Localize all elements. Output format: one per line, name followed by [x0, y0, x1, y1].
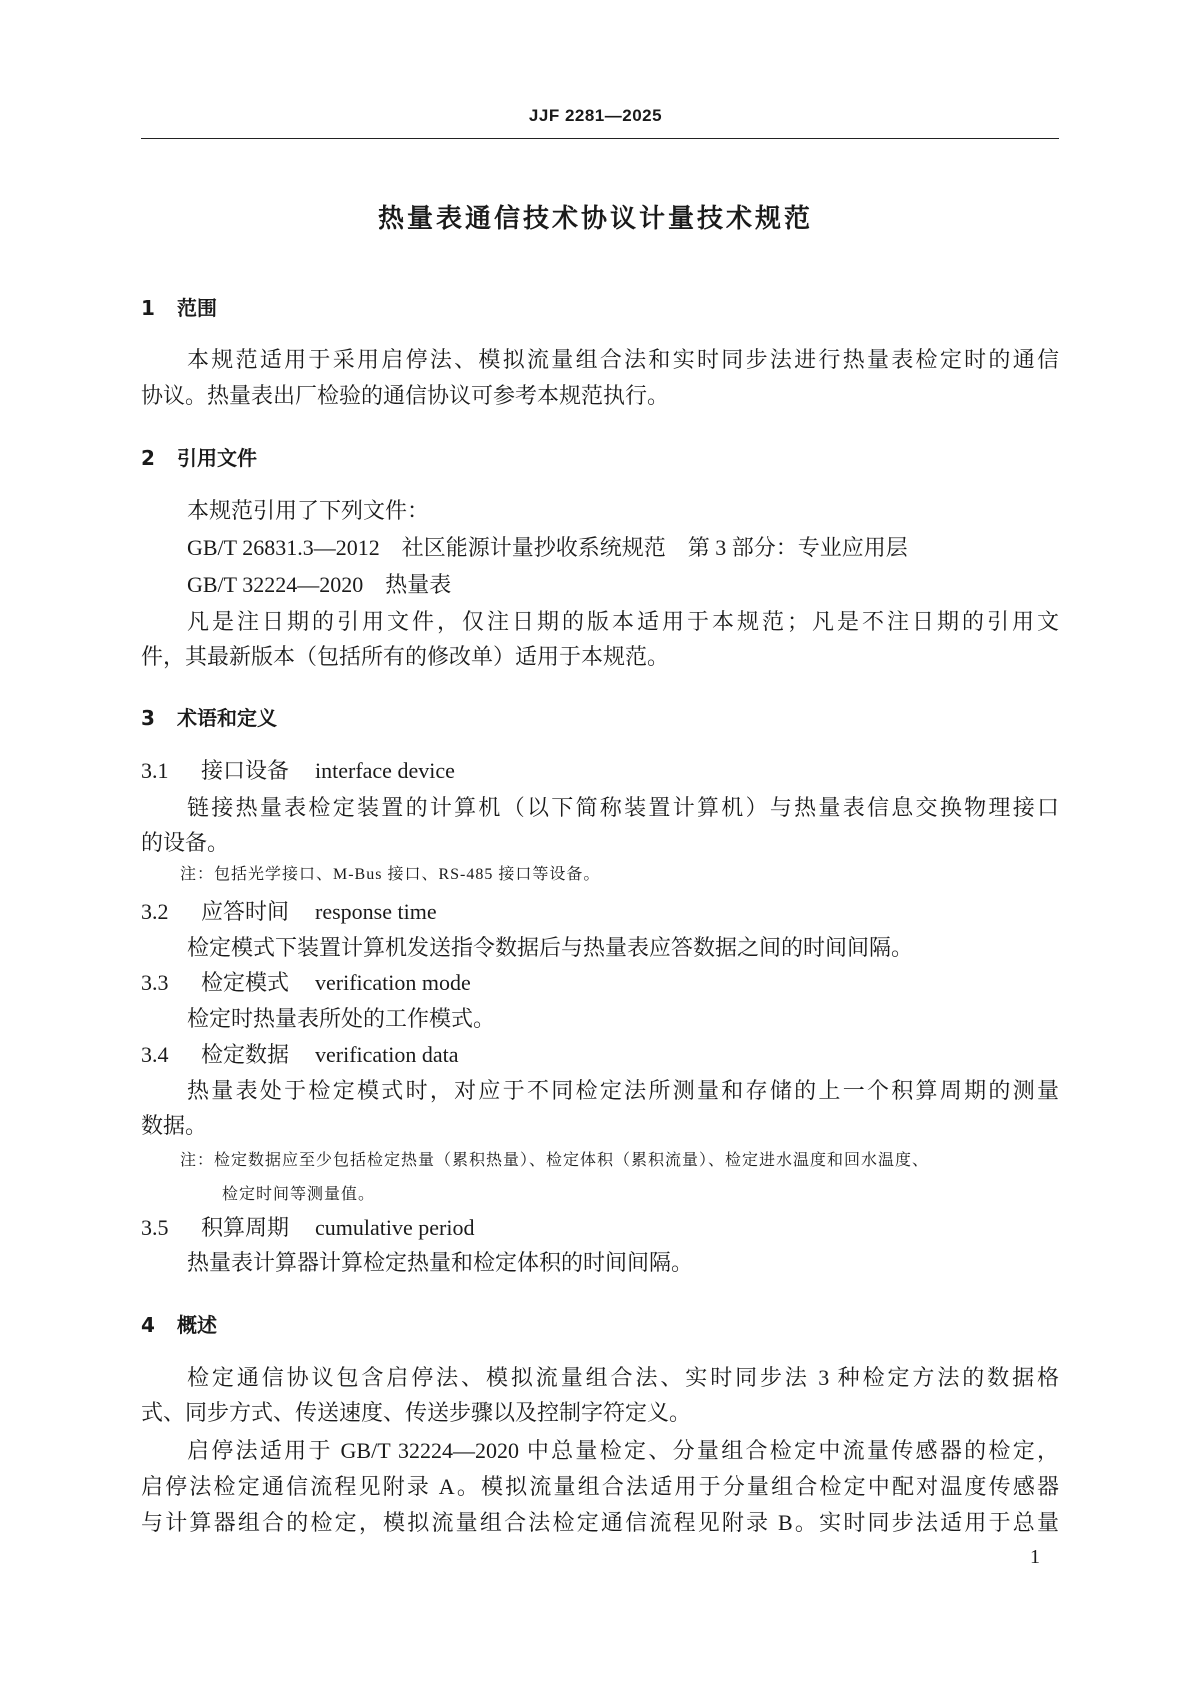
reference-item: GB/T 26831.3—2012 社区能源计量抄收系统规范 第 3 部分：专业应用层: [187, 535, 908, 560]
document-header: JJF 2281—2025: [528, 106, 663, 125]
term-3-5: 3.5 积算周期 cumulative period: [141, 1215, 475, 1240]
section-3-heading: 3 术语和定义: [141, 706, 277, 730]
paragraph-line: 凡是注日期的引用文件，仅注日期的版本适用于本规范；凡是不注日期的引用文: [187, 609, 1059, 634]
header-rule: [141, 138, 1059, 139]
reference-item: GB/T 32224—2020 热量表: [187, 572, 452, 597]
paragraph-line: 件，其最新版本（包括所有的修改单）适用于本规范。: [141, 644, 670, 669]
term-3-3: 3.3 检定模式 verification mode: [141, 970, 471, 995]
definition-line: 数据。: [141, 1113, 208, 1138]
term-3-2: 3.2 应答时间 response time: [141, 899, 437, 924]
definition-line: 热量表计算器计算检定热量和检定体积的时间间隔。: [187, 1250, 694, 1275]
definition-line: 链接热量表检定装置的计算机（以下简称装置计算机）与热量表信息交换物理接口: [187, 795, 1059, 820]
definition-line: 检定时热量表所处的工作模式。: [187, 1006, 496, 1031]
note-continuation: 检定时间等测量值。: [222, 1186, 376, 1203]
paragraph-line: 检定通信协议包含启停法、模拟流量组合法、实时同步法 3 种检定方法的数据格: [187, 1365, 1059, 1390]
paragraph-line: 与计算器组合的检定，模拟流量组合法检定通信流程见附录 B。实时同步法适用于总量: [141, 1510, 1059, 1535]
note: 注：包括光学接口、M-Bus 接口、RS-485 接口等设备。: [180, 866, 601, 883]
page-number: 1: [1030, 1546, 1040, 1568]
note: 注：检定数据应至少包括检定热量（累积热量）、检定体积（累积流量）、检定进水温度和回水温度、: [180, 1152, 930, 1169]
paragraph-line: 启停法检定通信流程见附录 A。模拟流量组合法适用于分量组合检定中配对温度传感器: [141, 1474, 1059, 1499]
paragraph-line: 协议。热量表出厂检验的通信协议可参考本规范执行。: [141, 383, 670, 408]
definition-line: 热量表处于检定模式时，对应于不同检定法所测量和存储的上一个积算周期的测量: [187, 1078, 1059, 1103]
section-4-heading: 4 概述: [141, 1313, 217, 1337]
definition-line: 的设备。: [141, 830, 230, 855]
section-1-heading: 1 范围: [141, 296, 217, 320]
definition-line: 检定模式下装置计算机发送指令数据后与热量表应答数据之间的时间间隔。: [187, 935, 914, 960]
term-3-4: 3.4 检定数据 verification data: [141, 1042, 459, 1067]
paragraph-line: 式、同步方式、传送速度、传送步骤以及控制字符定义。: [141, 1400, 692, 1425]
term-3-1: 3.1 接口设备 interface device: [141, 758, 455, 783]
document-title: 热量表通信技术协议计量技术规范: [377, 204, 813, 234]
section-2-heading: 2 引用文件: [141, 446, 257, 470]
paragraph-line: 本规范适用于采用启停法、模拟流量组合法和实时同步法进行热量表检定时的通信: [187, 347, 1059, 372]
paragraph-line: 本规范引用了下列文件：: [187, 498, 430, 523]
paragraph-line: 启停法适用于 GB/T 32224—2020 中总量检定、分量组合检定中流量传感器的检定，: [187, 1438, 1059, 1463]
